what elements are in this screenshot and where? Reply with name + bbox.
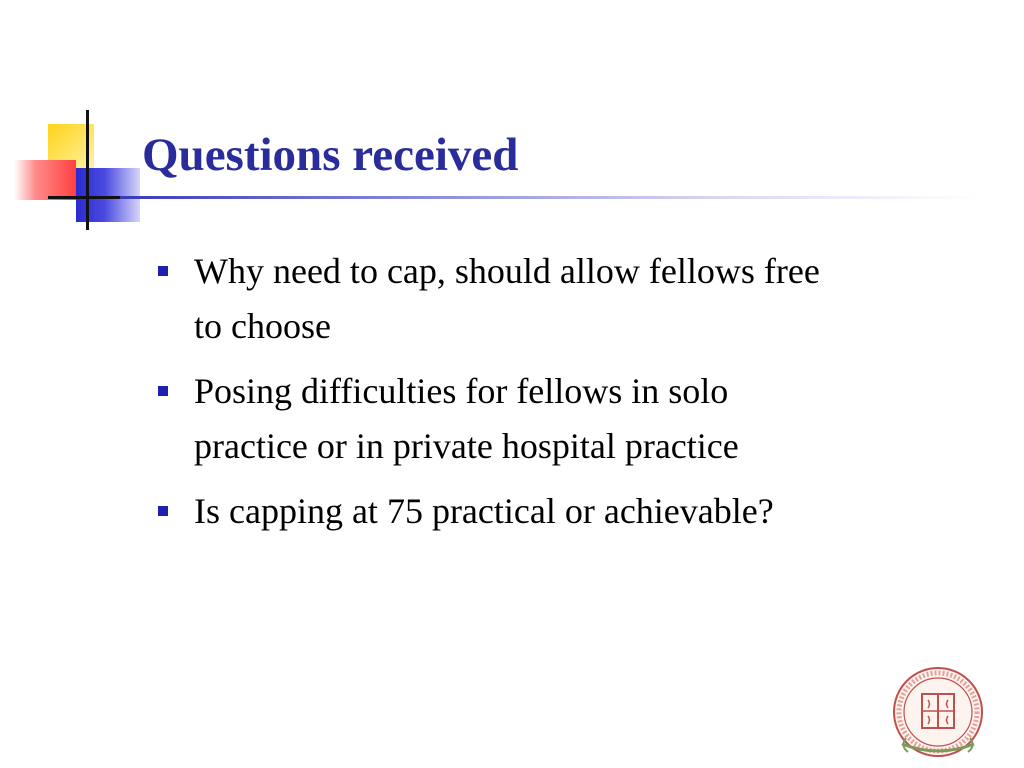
bullet-square-icon: [158, 266, 168, 276]
bullet-text: Posing difficulties for fellows in solo practice or in private hospital practice: [194, 371, 739, 466]
title-underline: [120, 196, 980, 199]
bullet-item: [158, 364, 838, 474]
red-square-decoration: [14, 160, 76, 200]
corner-decoration: [0, 0, 1024, 240]
bullet-square-icon: [158, 386, 168, 396]
bullet-text: Why need to cap, should allow fellows free to choose: [194, 251, 820, 346]
slide-title: Questions received: [142, 129, 519, 181]
bullet-item: [158, 484, 838, 539]
vertical-line-decoration: [86, 110, 89, 230]
bullet-item: [158, 244, 838, 354]
bullet-text: Is capping at 75 practical or achievable?: [194, 491, 774, 531]
academy-seal-icon: [888, 664, 988, 764]
bullet-list: [158, 244, 838, 549]
bullet-square-icon: [158, 506, 168, 516]
